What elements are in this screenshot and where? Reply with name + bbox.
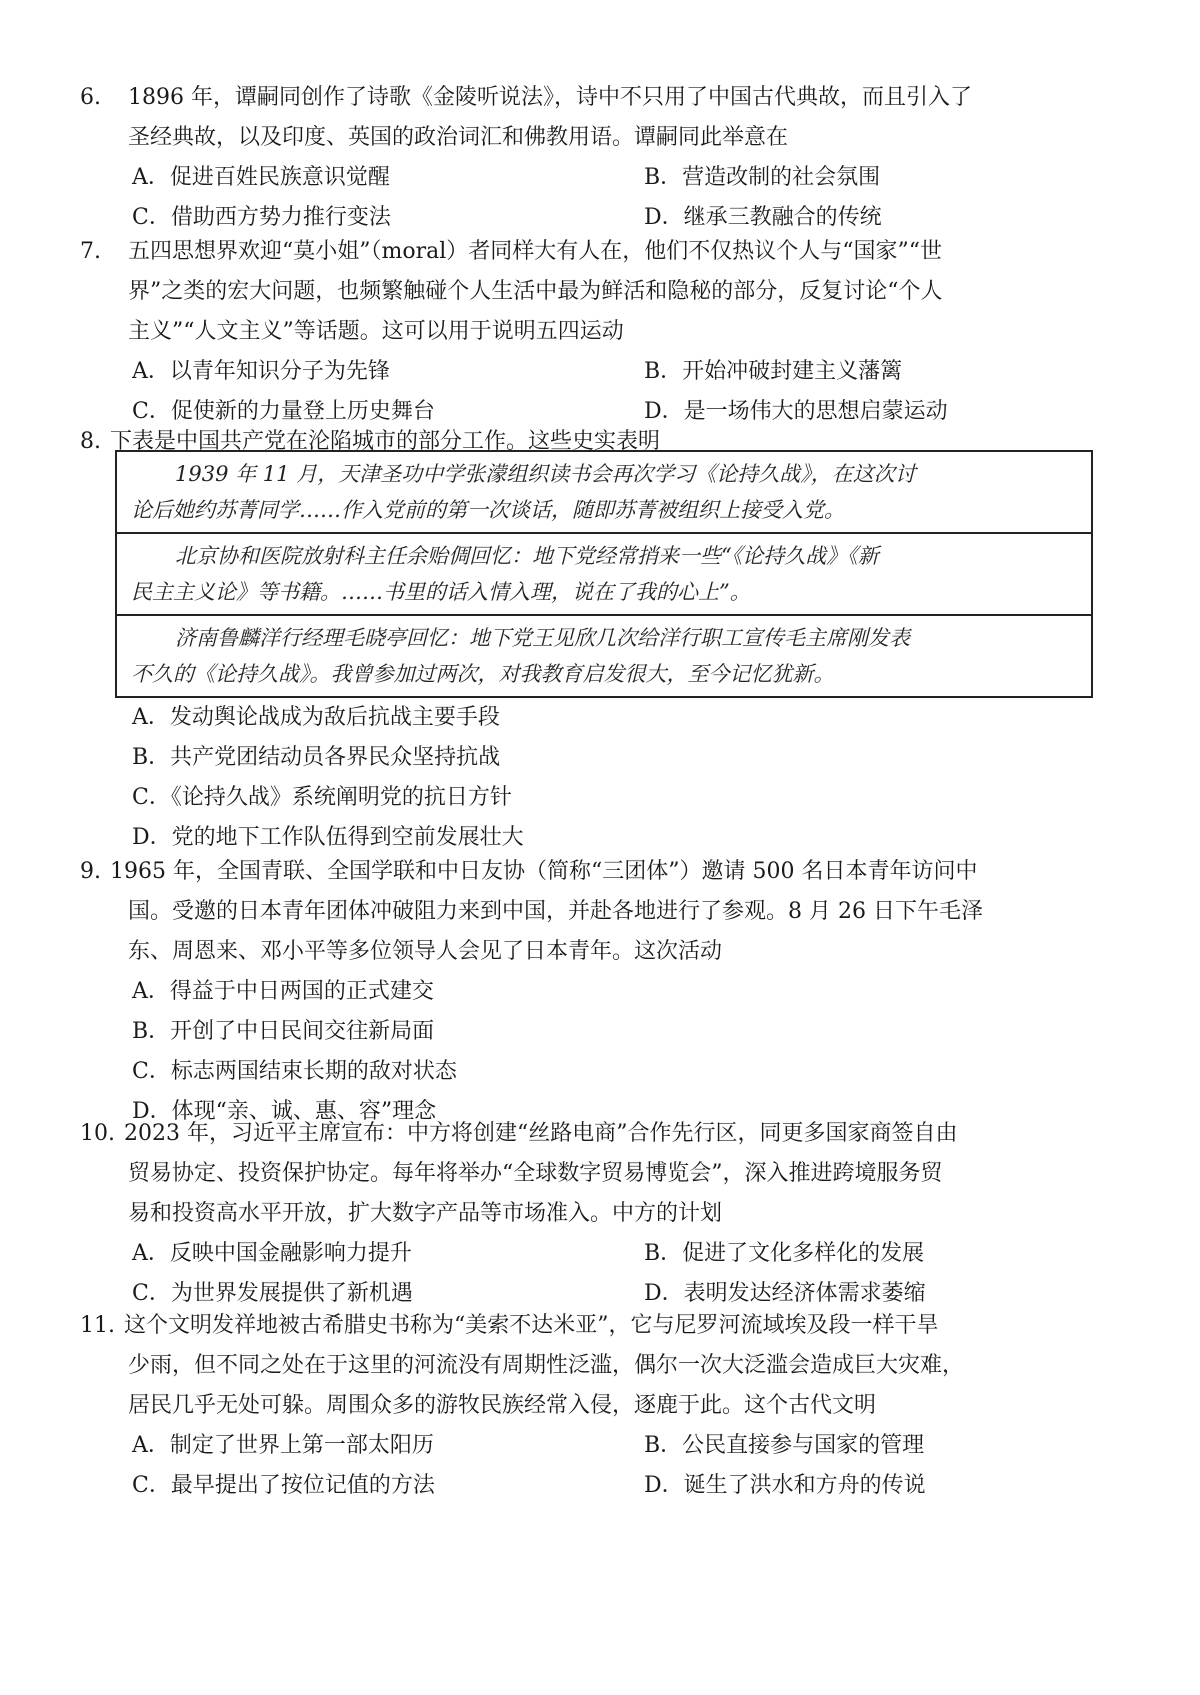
table-row-3-line-2: 不久的《论持久战》。我曾参加过两次，对我教育启发很大，至今记忆犹新。 bbox=[131, 662, 835, 686]
option-a: A．发动舆论战成为敌后抗战主要手段 bbox=[132, 705, 500, 730]
question-10-options bbox=[80, 1234, 1120, 1314]
question-text: 1896 年，谭嗣同创作了诗歌《金陵听说法》，诗中不只用了中国古代典故，而且引入了 bbox=[128, 85, 972, 110]
question-number: 7. bbox=[80, 239, 101, 264]
option-d: D．继承三教融合的传统 bbox=[644, 205, 882, 230]
question-text: 这个文明发祥地被古希腊史书称为“美索不达米亚”，它与尼罗河流域埃及段一样干旱 bbox=[124, 1313, 939, 1338]
table-row-2-line-1: 北京协和医院放射科主任余贻倜回忆：地下党经常捎来一些“《论持久战》《新 bbox=[175, 544, 879, 568]
question-text: 下表是中国共产党在沦陷城市的部分工作。这些史实表明 bbox=[110, 429, 661, 454]
option-c: C．促使新的力量登上历史舞台 bbox=[132, 399, 435, 424]
question-6-options bbox=[80, 158, 1120, 238]
table-row-2-line-2: 民主主义论》等书籍。……书里的话入情入理，说在了我的心上”。 bbox=[131, 580, 751, 604]
option-c: C．为世界发展提供了新机遇 bbox=[132, 1281, 413, 1306]
option-c: C．借助西方势力推行变法 bbox=[132, 205, 391, 230]
question-7-line-3: 主义”“人文主义”等话题。这可以用于说明五四运动 bbox=[128, 319, 624, 344]
question-9 bbox=[80, 852, 1120, 1132]
question-number: 10. bbox=[80, 1121, 115, 1146]
question-9-line-3: 东、周恩来、邓小平等多位领导人会见了日本青年。这次活动 bbox=[128, 939, 723, 964]
option-a: A．制定了世界上第一部太阳历 bbox=[132, 1433, 434, 1458]
table-row-1-line-2: 论后她约苏菁同学……作入党前的第一次谈话，随即苏菁被组织上接受入党。 bbox=[131, 498, 845, 522]
option-a: A．促进百姓民族意识觉醒 bbox=[132, 165, 390, 190]
question-9-line-2: 国。受邀的日本青年团体冲破阻力来到中国，并赴各地进行了参观。8 月 26 日下午毛泽 bbox=[128, 899, 983, 924]
question-7-line-1 bbox=[80, 232, 1120, 272]
question-text: 五四思想界欢迎“莫小姐”（moral）者同样大有人在，他们不仅热议个人与“国家”“世 bbox=[128, 239, 943, 264]
option-d: D．诞生了洪水和方舟的传说 bbox=[644, 1473, 926, 1498]
question-number: 6. bbox=[80, 85, 101, 110]
question-11-line-1 bbox=[80, 1306, 1120, 1346]
option-b: B．共产党团结动员各界民众坚持抗战 bbox=[132, 745, 501, 770]
option-c: C．最早提出了按位记值的方法 bbox=[132, 1473, 435, 1498]
question-7 bbox=[80, 232, 1120, 432]
question-11-line-2: 少雨，但不同之处在于这里的河流没有周期性泛滥，偶尔一次大泛滥会造成巨大灾难， bbox=[128, 1353, 965, 1378]
question-8-options-block bbox=[80, 698, 1120, 858]
table-row-3-line-1: 济南鲁麟洋行经理毛晓亭回忆：地下党王见欣几次给洋行职工宣传毛主席刚发表 bbox=[175, 626, 910, 650]
option-b: B．开始冲破封建主义藩篱 bbox=[644, 359, 903, 384]
question-10-line-3: 易和投资高水平开放，扩大数字产品等市场准入。中方的计划 bbox=[128, 1201, 723, 1226]
table-row bbox=[117, 534, 1091, 616]
question-7-line-2: 界”之类的宏大问题，也频繁触碰个人生活中最为鲜活和隐秘的部分，反复讨论“个人 bbox=[128, 279, 943, 304]
option-a: A．得益于中日两国的正式建交 bbox=[132, 979, 434, 1004]
question-9-options bbox=[80, 972, 1120, 1132]
option-c: C．标志两国结束长期的敌对状态 bbox=[132, 1059, 457, 1084]
question-6-line-2: 圣经典故，以及印度、英国的政治词汇和佛教用语。谭嗣同此举意在 bbox=[128, 125, 789, 150]
option-c: C．《论持久战》系统阐明党的抗日方针 bbox=[132, 785, 512, 810]
option-d: D．是一场伟大的思想启蒙运动 bbox=[644, 399, 948, 424]
table-row bbox=[117, 616, 1091, 696]
question-number: 11. bbox=[80, 1313, 115, 1338]
question-10-line-2: 贸易协定、投资保护协定。每年将举办“全球数字贸易博览会”，深入推进跨境服务贸 bbox=[128, 1161, 943, 1186]
sources-table bbox=[115, 450, 1093, 698]
option-d: D．体现“亲、诚、惠、容”理念 bbox=[132, 1099, 437, 1124]
question-6 bbox=[80, 78, 1120, 238]
option-a: A．以青年知识分子为先锋 bbox=[132, 359, 390, 384]
question-11-options bbox=[80, 1426, 1120, 1506]
question-number: 9. bbox=[80, 859, 101, 884]
question-10 bbox=[80, 1114, 1120, 1314]
table-row bbox=[117, 452, 1091, 534]
option-d: D．表明发达经济体需求萎缩 bbox=[644, 1281, 926, 1306]
option-b: B．营造改制的社会氛围 bbox=[644, 165, 881, 190]
table-row-1-line-1: 1939 年 11 月，天津圣功中学张濛组织读书会再次学习《论持久战》，在这次讨 bbox=[175, 462, 916, 486]
option-b: B．促进了文化多样化的发展 bbox=[644, 1241, 925, 1266]
question-9-line-1 bbox=[80, 852, 1120, 892]
option-b: B．公民直接参与国家的管理 bbox=[644, 1433, 925, 1458]
question-text: 1965 年，全国青联、全国学联和中日友协（简称“三团体”）邀请 500 名日本青年访问中 bbox=[110, 859, 978, 884]
question-number: 8. bbox=[80, 429, 101, 454]
option-b: B．开创了中日民间交往新局面 bbox=[132, 1019, 435, 1044]
question-text: 2023 年，习近平主席宣布：中方将创建“丝路电商”合作先行区，同更多国家商签自由 bbox=[124, 1121, 958, 1146]
question-11-line-3: 居民几乎无处可躲。周围众多的游牧民族经常入侵，逐鹿于此。这个古代文明 bbox=[128, 1393, 877, 1418]
question-11 bbox=[80, 1306, 1120, 1506]
option-d: D．党的地下工作队伍得到空前发展壮大 bbox=[132, 825, 524, 850]
question-10-line-1 bbox=[80, 1114, 1120, 1154]
option-a: A．反映中国金融影响力提升 bbox=[132, 1241, 412, 1266]
question-7-options bbox=[80, 352, 1120, 432]
question-6-line-1 bbox=[80, 78, 1120, 118]
question-8-options bbox=[80, 698, 1120, 858]
